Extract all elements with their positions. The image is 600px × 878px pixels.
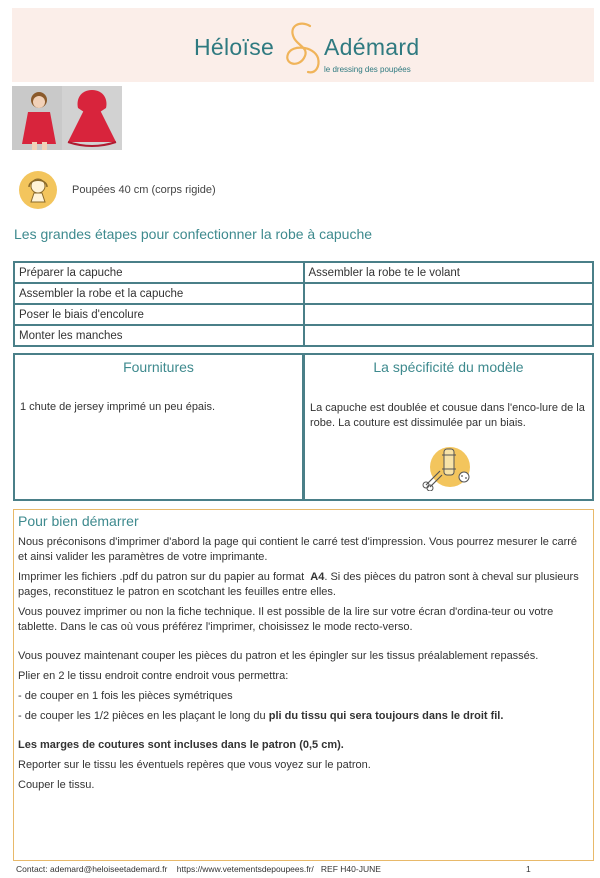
header-banner bbox=[12, 8, 594, 82]
paragraph: Couper le tissu. bbox=[18, 779, 95, 791]
doll-icon bbox=[18, 170, 58, 210]
steps-title: Les grandes étapes pour confectionner la robe à capuche bbox=[14, 226, 373, 242]
paragraph: Plier en 2 le tissu endroit contre endroit vous permettra: bbox=[18, 670, 289, 682]
paragraph: - de couper en 1 fois les pièces symétriques bbox=[18, 690, 233, 702]
footer-ref: REF H40-JUNE bbox=[320, 864, 381, 874]
footer-contact: Contact: ademard@heloiseetademard.fr bbox=[16, 864, 168, 874]
specificite-box bbox=[303, 353, 594, 501]
table-row bbox=[14, 262, 593, 283]
paragraph: Vous pouvez maintenant couper les pièces du patron et les épingler sur les tissus préalablement repassés. bbox=[18, 650, 539, 662]
paragraph: Imprimer les fichiers .pdf du patron sur du papier au format A4. Si des pièces du patron sont à cheval sur plusieurs pages, reconstituez le patron en scotchant les feuilles entre elles. bbox=[18, 571, 579, 598]
footer-url[interactable]: https://www.vetementsdepoupees.fr/ bbox=[176, 864, 314, 874]
table-row bbox=[14, 325, 593, 346]
paragraph: - de couper les 1/2 pièces en les plaçant le long du pli du tissu qui sera toujours dans le droit fil. bbox=[18, 710, 504, 722]
step-cell: Assembler la robe et la capuche bbox=[14, 283, 304, 304]
brand-right: Adémard bbox=[324, 34, 420, 60]
page-number: 1 bbox=[526, 864, 531, 874]
step-cell: Monter les manches bbox=[14, 325, 304, 346]
step-cell bbox=[304, 325, 594, 346]
getting-started-box bbox=[13, 509, 594, 861]
tagline: le dressing des poupées bbox=[324, 65, 411, 74]
doll-size-label: Poupées 40 cm (corps rigide) bbox=[72, 184, 216, 196]
table-row bbox=[14, 304, 593, 325]
sewing-kit-icon bbox=[420, 441, 478, 491]
step-cell: Préparer la capuche bbox=[14, 262, 304, 283]
brand-left: Héloïse bbox=[194, 34, 275, 60]
step-cell: Poser le biais d'encolure bbox=[14, 304, 304, 325]
paragraph: Les marges de coutures sont incluses dans le patron (0,5 cm). bbox=[18, 739, 344, 751]
fournitures-text: 1 chute de jersey imprimé un peu épais. bbox=[20, 401, 216, 413]
paragraph: Nous préconisons d'imprimer d'abord la page qui contient le carré test d'impression. Vous pourrez mesurer le carré et ainsi valider les paramètres de votre imprimante. bbox=[18, 536, 578, 563]
fournitures-title: Fournitures bbox=[123, 359, 194, 375]
paragraph: Reporter sur le tissu les éventuels repères que vous voyez sur le patron. bbox=[18, 759, 371, 771]
doll-photo-front bbox=[12, 86, 69, 150]
fournitures-box bbox=[13, 353, 304, 501]
step-cell: Assembler la robe te le volant bbox=[304, 262, 594, 283]
steps-table bbox=[13, 261, 594, 347]
dress-photo bbox=[62, 86, 122, 150]
specificite-text: La capuche est doublée et cousue dans l'enco-lure de la robe. La couture est dissimulée par un biais. bbox=[310, 402, 585, 429]
step-cell bbox=[304, 283, 594, 304]
specificite-title: La spécificité du modèle bbox=[373, 359, 524, 375]
table-row bbox=[14, 283, 593, 304]
paragraph: Vous pouvez imprimer ou non la fiche technique. Il est possible de la lire sur votre écran d'ordina-teur ou votre tablette. Dans le cas où vous préférez l'imprimer, choisissez le mode recto-verso. bbox=[18, 606, 554, 633]
ampersand-icon bbox=[280, 18, 324, 78]
step-cell bbox=[304, 304, 594, 325]
footer bbox=[16, 864, 531, 874]
getting-started-title: Pour bien démarrer bbox=[18, 513, 139, 529]
